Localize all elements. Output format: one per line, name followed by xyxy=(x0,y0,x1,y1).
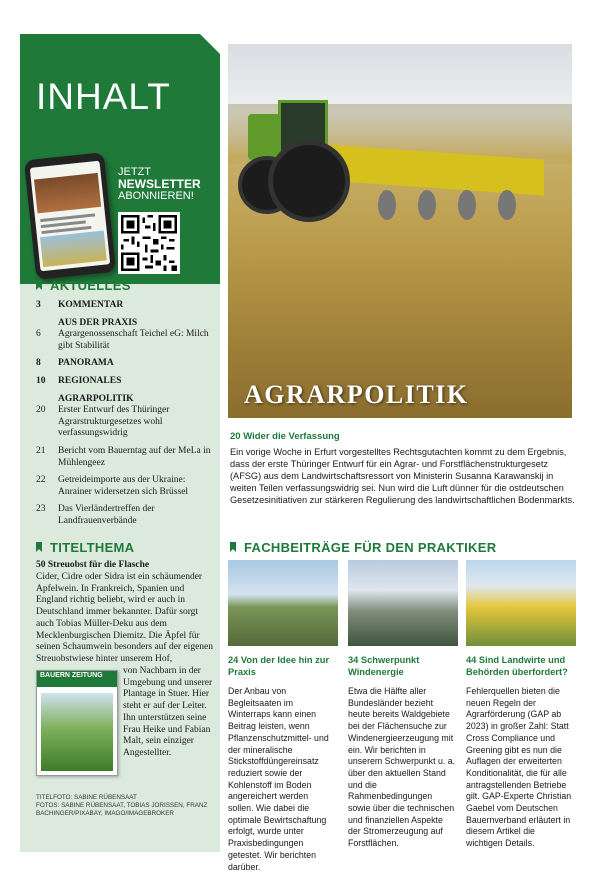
qr-code-icon[interactable] xyxy=(118,212,180,274)
page-title: INHALT xyxy=(36,76,171,117)
section-heading-label: FACHBEITRÄGE FÜR DEN PRAKTIKER xyxy=(244,540,497,555)
agrarpolitik-body: Ein vorige Woche in Erfurt vorgestelltes Rechtsgutachten kommt zu dem Ergebnis, dass der erste Thüringer Entwurf für ein Agrar- und Forstflächenstrukturgesetz (AFSG) aus dem Landwirtschaftsressort von Ministerin Susanna Karawanskij in weiten Teilen verfassungswidrig sei. Nun wird die Luft dünner für die ostdeutschen Gesetzesinitiativen zur stärkeren Regulierung des landwirtschaftlichen Bodenmarkts. xyxy=(230,447,575,505)
toc-item[interactable] xyxy=(36,376,216,388)
article-teaser: Etwa die Hälfte aller Bundesländer bezieht heute bereits Waldgebiete bei der Flächensuche zur Windenergieerzeugung mit ein. Wir berichten in unserem Schwerpunkt u. a. über den aktuellen Stand und die Rahmenbedingungen sowie über die technischen und finanziellen Aspekte der Stromerzeugung auf Forstflächen. xyxy=(348,686,456,849)
toc-item-text: Erster Entwurf des Thüringer Agrarstrukturgesetzes wohl verfassungswidrig xyxy=(58,405,170,439)
disc xyxy=(498,190,516,220)
toc-item[interactable] xyxy=(36,300,216,312)
magazine-cover-image xyxy=(36,670,118,776)
hero-photo-tractor xyxy=(228,44,572,418)
bookmark-icon xyxy=(36,542,42,552)
toc-page-number: 21 xyxy=(36,445,46,456)
article-photo-wind-turbine xyxy=(348,560,458,646)
cover-masthead: BAUERN ZEITUNG xyxy=(37,671,117,687)
toc-page-number: 20 xyxy=(36,405,46,416)
cover-photo xyxy=(41,693,113,771)
newsletter-line-3: ABONNIEREN! xyxy=(118,190,194,202)
disc xyxy=(378,190,396,220)
photo-credits: TITELFOTO: SABINE RÜBENSAAT FOTOS: SABINE RÜBENSAAT, TOBIAS JORISSEN, FRANZ BACHINGER/PIXABAY, IMAGO/IMAGEBROKER xyxy=(36,794,208,817)
section-heading-label: TITELTHEMA xyxy=(50,540,135,555)
corner-notch xyxy=(200,34,220,54)
article-headline[interactable]: 24 Von der Idee hin zur Praxis xyxy=(228,655,330,677)
article-teaser: Fehlerquellen bieten die neuen Regeln der Agrarförderung (GAP ab 2023) in großer Zahl: Statt Cross Compliance und Greening gibt es nun die Auflagen der erweiterten Konditionalität, die für alle antragstellenden Betriebe gilt. GAP-Experte Christian Gaebel vom Deutschen Bauernverband erläutert in diesem Artikel die wichtigen Details. xyxy=(466,686,572,849)
tractor-rear-wheel xyxy=(268,140,350,222)
toc-item[interactable] xyxy=(36,405,216,440)
toc-item[interactable] xyxy=(36,394,216,406)
bookmark-icon xyxy=(36,280,42,290)
disc xyxy=(418,190,436,220)
toc-item-text: Das Vierländertreffen der Landfrauenverbände xyxy=(58,504,155,526)
toc-list-aktuelles xyxy=(36,300,216,528)
section-heading-titelthema xyxy=(36,540,134,555)
article-teaser: Der Anbau von Begleitsaaten im Winterraps kann einen Beitrag leisten, wenn Pflanzenschutzmittel- und der mineralische Stickstoffdüngereinsatz reduziert sowie der Kohlenstoff im Boden angereichert werden sollen. Wie dabei die optimale Bewirtschaftung erfolgt, wurde unter Praxisbedingungen getestet. Wir berichten darüber. xyxy=(228,686,329,872)
article-photo-seeder xyxy=(228,560,338,646)
toc-item[interactable] xyxy=(36,329,216,352)
section-heading-aktuelles xyxy=(36,278,131,293)
newsletter-line-2: NEWSLETTER xyxy=(118,177,201,191)
agrarpolitik-headline[interactable]: 20 Wider die Verfassung xyxy=(230,431,340,442)
smartphone-image xyxy=(24,152,116,280)
phone-screen-text-line xyxy=(40,213,95,222)
article-headline[interactable]: 44 Sind Landwirte und Behörden überfordert? xyxy=(466,655,568,677)
newsletter-callout[interactable] xyxy=(118,166,201,202)
toc-item-text: AGRARPOLITIK xyxy=(58,393,134,404)
toc-page-number: 3 xyxy=(36,300,41,310)
disc xyxy=(458,190,476,220)
section-heading-label: AKTUELLES xyxy=(50,278,131,293)
toc-page-number: 6 xyxy=(36,329,41,340)
toc-item-text: PANORAMA xyxy=(58,358,114,369)
bookmark-icon xyxy=(230,542,236,552)
phone-screen xyxy=(30,161,110,272)
article-photo-tablet xyxy=(466,560,576,646)
toc-item-text: Agrargenossenschaft Teichel eG: Milch gibt Stabilität xyxy=(58,329,209,351)
hero-title: AGRARPOLITIK xyxy=(244,380,469,409)
toc-page-number: 23 xyxy=(36,504,46,515)
newsletter-line-1: JETZT xyxy=(118,166,151,178)
toc-page-number: 8 xyxy=(36,358,41,369)
phone-screen-photo xyxy=(40,231,107,268)
toc-page-number: 22 xyxy=(36,475,46,486)
toc-item[interactable] xyxy=(36,504,216,527)
titelthema-body-continued: von Nachbarn in der Umgebung und unserer Plantage in Stuer. Hier steht er auf der Leiter. Ihn unterstützen seine Frau Heike und Fabian Malt, sein einziger Angestellter. xyxy=(123,666,213,758)
toc-item-text: Bericht vom Bauerntag auf der MeLa in Mühlengeez xyxy=(58,445,211,468)
toc-item-text: KOMMENTAR xyxy=(58,300,124,310)
toc-item-text: Getreideimporte aus der Ukraine: Anrainer widersetzen sich Brüssel xyxy=(58,475,189,497)
phone-screen-photo xyxy=(34,173,101,214)
titelthema-body: Cider, Cidre oder Sidra ist ein schäumender Apfelwein. In Frankreich, Spanien und England richtig beliebt, wird er auch in Deutschland immer bekannter. Dafür sorgt auch Tobias Müller-Deku aus dem Mecklenburgischen Diemitz. Die Äpfel für seinen Schaumwein besonders auf der eigenen Streuobstwiese hinter unserem Hof, xyxy=(36,572,214,664)
toc-item[interactable] xyxy=(36,358,216,370)
article-headline[interactable]: 34 Schwerpunkt Windenergie xyxy=(348,655,420,677)
toc-item-text: AUS DER PRAXIS xyxy=(58,317,138,328)
toc-item-text: REGIONALES xyxy=(58,375,122,386)
section-heading-fachbeitraege xyxy=(230,540,496,555)
toc-item[interactable] xyxy=(36,446,216,469)
toc-item[interactable] xyxy=(36,318,216,330)
toc-item[interactable] xyxy=(36,475,216,498)
toc-page-number: 10 xyxy=(36,375,46,386)
titelthema-title[interactable]: 50 Streuobst für die Flasche xyxy=(36,560,150,570)
